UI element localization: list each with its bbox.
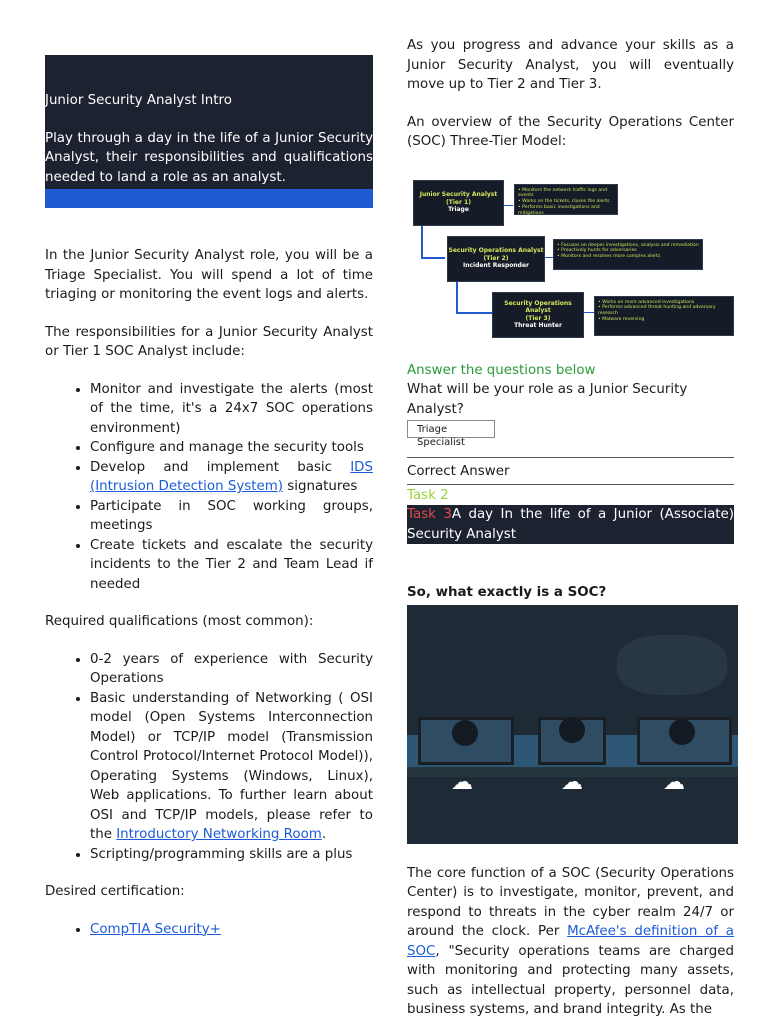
note-line: • Focuses on deeper investigations, analysis and remediation (557, 242, 699, 248)
networking-room-link[interactable]: Introductory Networking Room (116, 827, 322, 842)
list-item: • Monitor and investigate the alerts (most of the time, it's a 24x7 SOC operations environment) (90, 380, 373, 439)
analyst-figure (452, 720, 478, 746)
ids-link[interactable]: IDS (Intrusion Detection System) (90, 459, 373, 494)
soc-illustration (407, 605, 738, 844)
list-item: • 0-2 years of experience with Security Operations (90, 650, 373, 689)
note-line: • Performs basic investigations and mitigations (518, 204, 600, 216)
progression-paragraph: As you progress and advance your skills as a Junior Security Analyst, you will eventually move up to Tier 2 and Tier 3. (407, 38, 734, 92)
answer-field[interactable]: Triage Specialist (407, 420, 495, 438)
room-title: Junior Security Analyst Intro (45, 93, 232, 108)
tier1-box (413, 180, 504, 226)
list-item-suffix: . (321, 827, 327, 842)
task-title: A day In the life of a Junior (Associate) Security Analyst (407, 507, 734, 542)
list-item-text: Develop and implement basic (90, 459, 351, 475)
tier-name: Security Operations Analyst (504, 299, 572, 314)
list-item: • Participate in SOC working groups, meetings (90, 497, 373, 536)
tier1-notes (514, 184, 618, 215)
note-line: • Proactively hunts for adversaries (557, 248, 637, 254)
role-paragraph: In the Junior Security Analyst role, you will be a Triage Specialist. You will spend a lot of time triaging or monitoring the event logs and alerts. (45, 248, 373, 302)
right-column (407, 36, 734, 1020)
soc-definition-paragraph (407, 864, 734, 1020)
note-line: • Monitors the network traffic logs and events (518, 187, 608, 199)
note-line: • Monitors and resolves more complex alerts (557, 254, 661, 260)
world-map-shape (617, 635, 727, 695)
qualifications-heading: Required qualifications (most common): (45, 614, 314, 629)
tier2-box (447, 236, 545, 282)
certification-list (45, 920, 373, 940)
note-line: • Works on the tickets, closes the alerts (518, 199, 610, 205)
responsibilities-list (45, 380, 373, 595)
room-description: Play through a day in the life of a Junior Security Analyst, their responsibilities and qualifications needed to land a role as an analyst. (45, 130, 373, 185)
question-text: What will be your role as a Junior Security Analyst? (407, 382, 688, 417)
correct-answer-label: Correct Answer (407, 464, 510, 479)
banner-accent-bar (45, 189, 373, 208)
list-item-text: Basic understanding of Networking ( OSI model (Open Systems Interconnection Model) or TCP/IP model (Transmission Control Protocol/Internet Protocol Model)), Operating Systems (Windows, Linux), Web applications. To further learn about OSI and TCP/IP models, please refer to the (90, 690, 373, 842)
mcafee-link[interactable]: McAfee's definition of a SOC (407, 924, 735, 959)
analyst-figure (669, 719, 695, 745)
connector-line (421, 257, 445, 259)
connector-line (421, 223, 423, 258)
room-intro-banner (45, 55, 373, 208)
note-line: • Malware reversing (598, 316, 645, 322)
tier-name: Junior Security Analyst (419, 191, 498, 199)
note-line: • Performs advanced threat hunting and adversary research (598, 305, 716, 317)
overview-paragraph: An overview of the Security Operations Center (SOC) Three-Tier Model: (407, 114, 734, 149)
qualifications-list (45, 650, 373, 865)
task2-header[interactable]: Task 2 (407, 487, 449, 503)
left-column (45, 55, 373, 939)
certification-heading: Desired certification: (45, 884, 185, 899)
tier-level: (Tier 3) (525, 314, 551, 322)
tier-level: (Tier 2) (483, 254, 509, 262)
list-item-suffix: signatures (283, 479, 358, 494)
tier3-notes (594, 296, 734, 336)
list-item (90, 920, 373, 940)
tier-role: Threat Hunter (514, 322, 562, 329)
list-item (90, 458, 373, 497)
tier2-notes (553, 239, 703, 270)
list-item (90, 689, 373, 845)
divider (407, 457, 734, 458)
three-tier-diagram (407, 175, 734, 337)
list-item: • Scripting/programming skills are a plus (90, 845, 373, 865)
divider (407, 484, 734, 485)
paragraph-text: The core function of a SOC (Security Operations Center) is to investigate, monitor, prevent, and respond to threats in the cyber realm 24/7 or around the clock. Per (407, 865, 734, 939)
note-line: • Works on more advanced investigations (598, 299, 695, 305)
tier3-box (492, 292, 584, 338)
paragraph-text: , "Security operations teams are charged with monitoring and protecting many assets, such as intellectual property, personnel data, business systems, and brand integrity. As the (407, 943, 734, 1017)
comptia-link[interactable]: CompTIA Security+ (90, 921, 221, 937)
analyst-figure (559, 717, 585, 743)
tier-role: Triage (448, 206, 469, 214)
task3-header[interactable] (407, 505, 734, 544)
tier-name: Security Operations Analyst (448, 247, 544, 255)
responsibilities-intro: The responsibilities for a Junior Security Analyst or Tier 1 SOC Analyst include: (45, 324, 373, 359)
soc-question-heading: So, what exactly is a SOC? (407, 585, 607, 600)
cloud-icon: ☁ (451, 769, 473, 795)
tier-role: Incident Responder (463, 262, 529, 270)
task-number: Task 3 (407, 507, 452, 522)
cloud-icon: ☁ (663, 769, 685, 795)
cloud-icon: ☁ (561, 769, 583, 795)
connector-line (456, 312, 492, 314)
tier-level: (Tier 1) (446, 198, 471, 206)
list-item: • Configure and manage the security tools (90, 438, 373, 458)
answer-section-heading: Answer the questions below (407, 362, 596, 378)
list-item: • Create tickets and escalate the security incidents to the Tier 2 and Team Lead if needed (90, 536, 373, 595)
